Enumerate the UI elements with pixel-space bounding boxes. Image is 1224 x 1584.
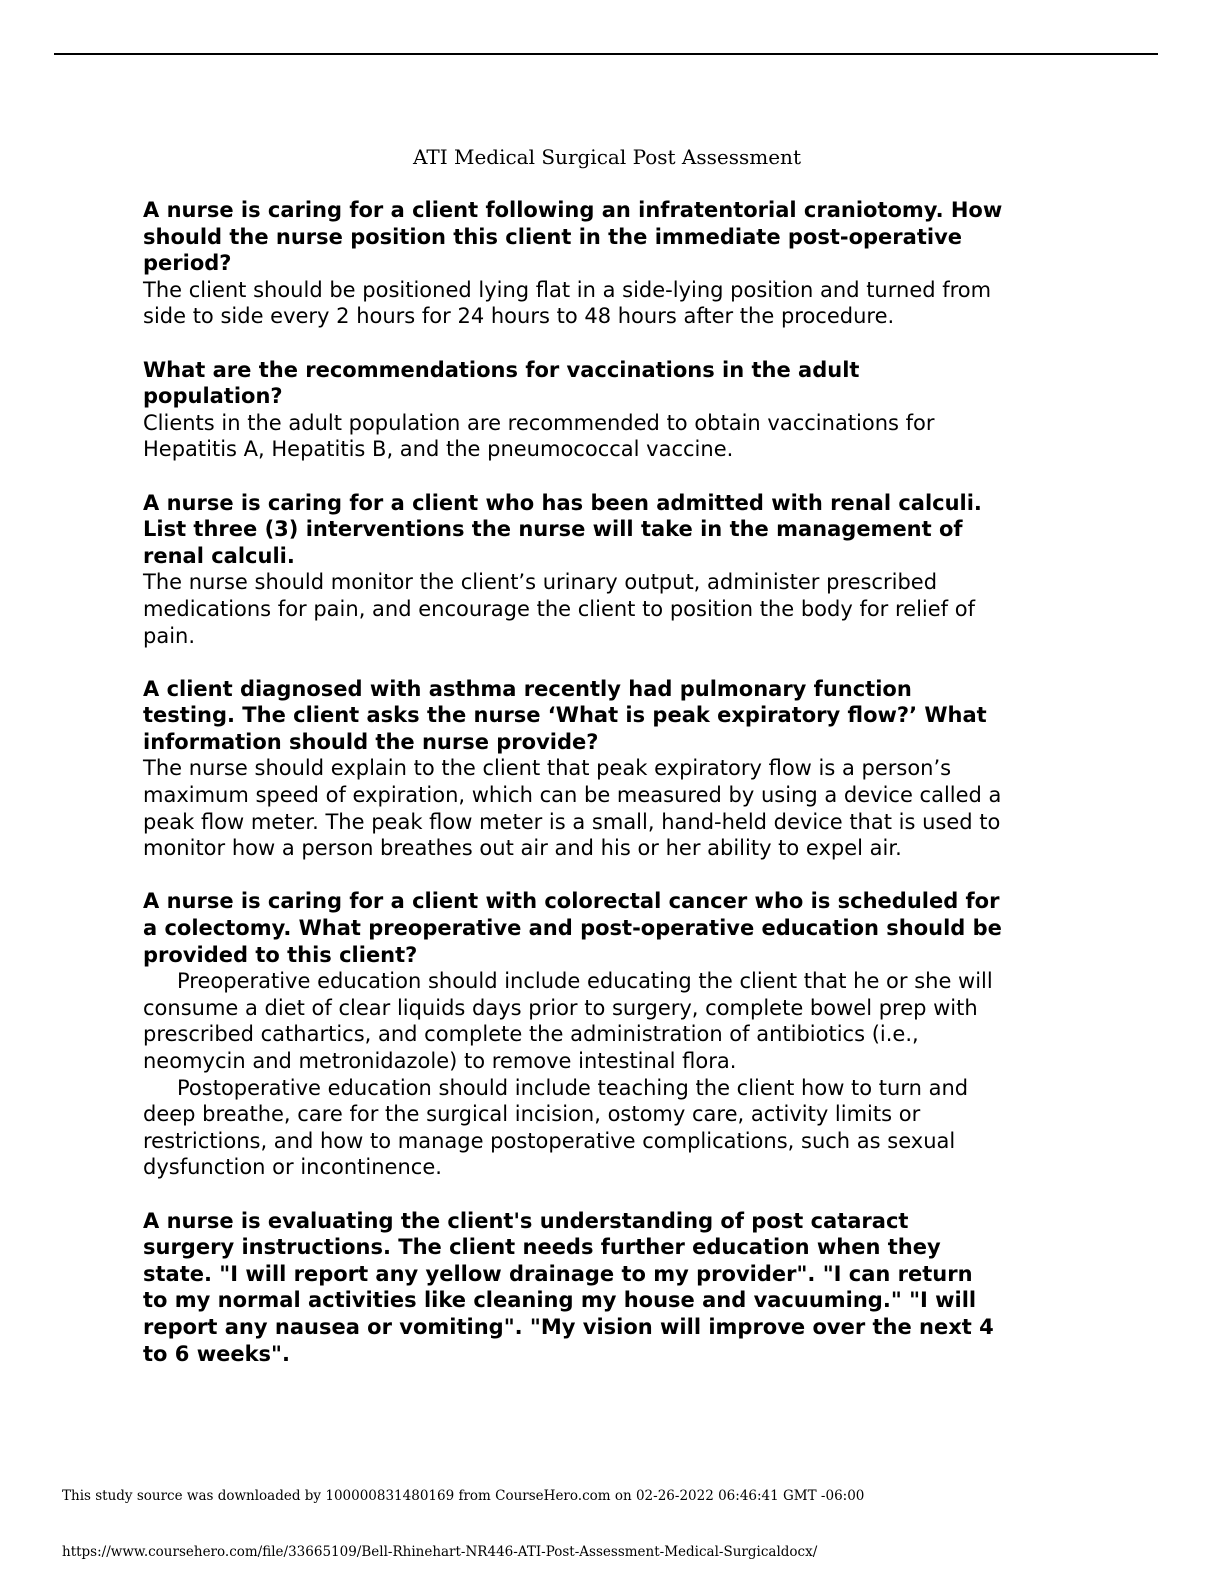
question: A nurse is evaluating the client's understanding of post cataract surgery instructions. The client needs further education when they state. "I will report any yellow drainage to my provider". "I can return to my normal activities like cleaning my house and vacuuming." "I will report any nausea or vomiting". "My vision will improve over the next 4 to 6 weeks". xyxy=(143,1208,994,1366)
answer: The nurse should monitor the client’s urinary output, administer prescribed medications for pain, and encourage the client to position the body for relief of pain. xyxy=(143,570,975,648)
footer-url[interactable]: https://www.coursehero.com/file/33665109/Bell-Rhinehart-NR446-ATI-Post-Assessment-Medical-Surgicaldocx/ xyxy=(62,1544,818,1560)
qa-item-3 xyxy=(143,490,1003,650)
answer: The nurse should explain to the client that peak expiratory flow is a person’s maximum speed of expiration, which can be measured by using a device called a peak flow meter. The peak flow meter is a small, hand-held device that is used to monitor how a person breathes out air and his or her ability to expel air. xyxy=(143,756,1002,861)
document-title: ATI Medical Surgical Post Assessment xyxy=(413,145,801,169)
top-divider xyxy=(54,53,1158,55)
answer-postoperative: Postoperative education should include teaching the client how to turn and deep breathe, care for the surgical incision, ostomy care, activity limits or restrictions, and how to manage postoperative complications, such as sexual dysfunction or incontinence. xyxy=(143,1075,969,1180)
qa-item-2 xyxy=(143,357,1003,463)
question: What are the recommendations for vaccinations in the adult population? xyxy=(143,357,860,409)
answer: The client should be positioned lying flat in a side-lying position and turned from side to side every 2 hours for 24 hours to 48 hours after the procedure. xyxy=(143,277,992,329)
question: A nurse is caring for a client with colorectal cancer who is scheduled for a colectomy. What preoperative and post-operative education should be provided to this client? xyxy=(143,889,1002,967)
qa-item-5 xyxy=(143,888,1003,1181)
qa-item-4 xyxy=(143,676,1003,862)
answer: Clients in the adult population are recommended to obtain vaccinations for Hepatitis A, Hepatitis B, and the pneumococcal vaccine. xyxy=(143,410,935,462)
question: A nurse is caring for a client who has been admitted with renal calculi. List three (3) interventions the nurse will take in the management of renal calculi. xyxy=(143,490,982,568)
qa-item-1 xyxy=(143,197,1003,330)
footer-source-note: This study source was downloaded by 100000831480169 from CourseHero.com on 02-26-2022 06:46:41 GMT -06:00 xyxy=(62,1488,865,1504)
question: A nurse is caring for a client following an infratentorial craniotomy. How should the nurse position this client in the immediate post-operative period? xyxy=(143,198,1003,276)
question: A client diagnosed with asthma recently had pulmonary function testing. The client asks the nurse ‘What is peak expiratory flow?’ What information should the nurse provide? xyxy=(143,676,987,754)
answer-preoperative: Preoperative education should include educating the client that he or she will consume a diet of clear liquids days prior to surgery, complete bowel prep with prescribed cathartics, and complete the administration of antibiotics (i.e., neomycin and metronidazole) to remove intestinal flora. xyxy=(143,969,993,1073)
qa-item-6 xyxy=(143,1208,1003,1368)
document-body xyxy=(143,197,1003,1394)
